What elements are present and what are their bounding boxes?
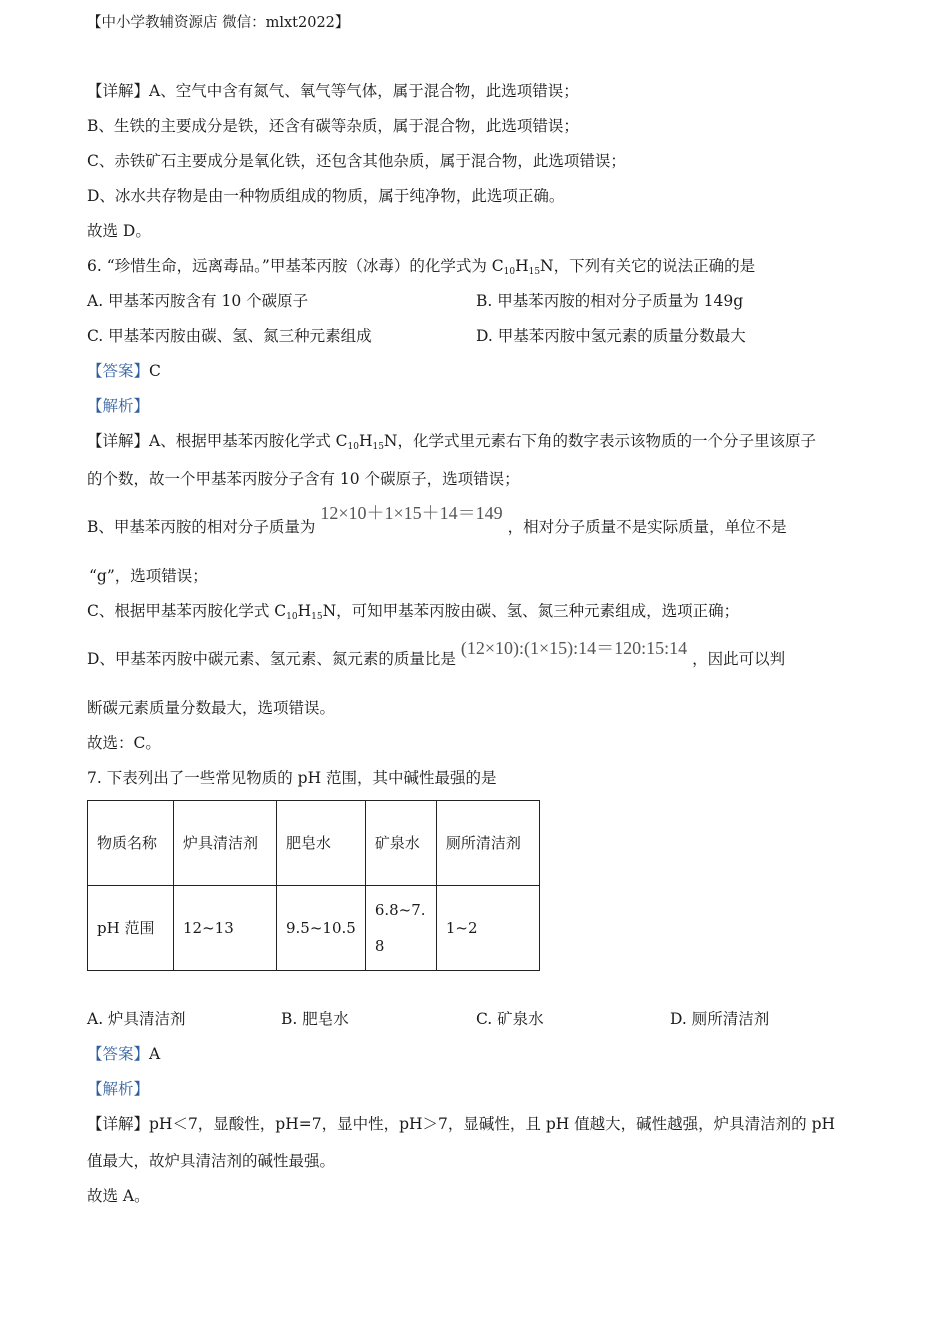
table-header-cell: 矿泉水 xyxy=(365,801,436,886)
q6-detail-b-post: ，相对分子质量不是实际质量，单位不是 xyxy=(507,518,787,536)
q5-detail-c: C、赤铁矿石主要成分是氧化铁，还包含其他杂质，属于混合物，此选项错误； xyxy=(87,152,626,170)
q5-choice: 故选 D。 xyxy=(87,222,151,240)
table-cell: 12~13 xyxy=(174,886,277,971)
q6-sub-10: 10 xyxy=(503,267,516,277)
q6-detail-d-line1 xyxy=(87,638,786,669)
q6-stem-pre: 6. “珍惜生命，远离毒品。”甲基苯丙胺（冰毒）的化学式为 C xyxy=(87,257,504,275)
q6-detail-d-pre: D、甲基苯丙胺中碳元素、氢元素、氮元素的质量比是 xyxy=(87,650,456,668)
q7-option-a: A. 炉具清洁剂 xyxy=(87,1010,186,1028)
q6-detail-d-line2: 断碳元素质量分数最大，选项错误。 xyxy=(87,699,336,717)
q7-option-c: C. 矿泉水 xyxy=(476,1010,544,1028)
answer-tag: 【答案】 xyxy=(87,1045,150,1063)
q6-detail-b-line2: “g”，选项错误； xyxy=(89,567,208,585)
q5-detail-b: B、生铁的主要成分是铁，还含有碳等杂质，属于混合物，此选项错误； xyxy=(87,117,579,135)
q6-option-a: A. 甲基苯丙胺含有 10 个碳原子 xyxy=(87,292,309,310)
q6-stem xyxy=(87,256,755,276)
q6-detail-a-line1 xyxy=(87,431,816,451)
table-header-cell: 厕所清洁剂 xyxy=(436,801,539,886)
answer-tag: 【答案】 xyxy=(87,362,150,380)
answer-value: A xyxy=(149,1045,161,1063)
q6-detail-b-pre: B、甲基苯丙胺的相对分子质量为 xyxy=(87,518,316,536)
q7-option-b: B. 肥皂水 xyxy=(281,1010,349,1028)
table-header-cell: 炉具清洁剂 xyxy=(174,801,277,886)
q6-h: H xyxy=(515,257,529,275)
q6-detail-c-pre: C、根据甲基苯丙胺化学式 C xyxy=(87,602,287,620)
q6-detail-c-h: H xyxy=(297,602,312,620)
q7-option-d: D. 厕所清洁剂 xyxy=(670,1010,770,1028)
q6-detail-a-sub-15: 15 xyxy=(372,442,384,452)
q6-detail-b-line1 xyxy=(87,503,787,537)
formula-mass-ratio: (12×10):(1×15):14＝120:15:14 xyxy=(460,638,688,658)
q6-detail-a-h: H xyxy=(358,432,373,450)
table-row xyxy=(88,801,540,886)
q6-sub-15: 15 xyxy=(528,267,541,277)
q6-detail-a-sub-10: 10 xyxy=(347,442,359,452)
q6-detail-d-post: ，因此可以判 xyxy=(692,650,786,668)
q6-detail-a-post: N，化学式里元素右下角的数字表示该物质的一个分子里该原子 xyxy=(383,432,816,450)
q7-answer xyxy=(87,1044,160,1064)
q7-detail-line1: 【详解】pH＜7，显酸性，pH=7，显中性，pH＞7，显碱性，且 pH 值越大，碱性越强，炉具清洁剂的 pH xyxy=(87,1115,836,1133)
ph-table xyxy=(87,800,540,971)
table-cell: 6.8~7.8 xyxy=(365,886,436,971)
q6-detail-c-sub-15: 15 xyxy=(311,612,323,622)
answer-value: C xyxy=(149,362,161,380)
formula-molecular-mass: 12×10＋1×15＋14＝149 xyxy=(320,503,503,523)
table-row xyxy=(88,886,540,971)
q7-analysis-tag: 【解析】 xyxy=(87,1080,150,1098)
q7-choice: 故选 A。 xyxy=(87,1187,150,1205)
q6-stem-post: N，下列有关它的说法正确的是 xyxy=(540,257,756,275)
table-header-cell: 肥皂水 xyxy=(277,801,366,886)
q7-detail-line2: 值最大，故炉具清洁剂的碱性最强。 xyxy=(87,1152,336,1170)
q6-option-c: C. 甲基苯丙胺由碳、氢、氮三种元素组成 xyxy=(87,327,372,345)
table-header-cell: 物质名称 xyxy=(88,801,174,886)
q6-option-b: B. 甲基苯丙胺的相对分子质量为 149g xyxy=(476,292,744,310)
q6-detail-c xyxy=(87,601,739,621)
q6-detail-c-post: N，可知甲基苯丙胺由碳、氢、氮三种元素组成，选项正确； xyxy=(322,602,740,620)
q6-answer xyxy=(87,361,161,381)
q6-detail-c-sub-10: 10 xyxy=(286,612,298,622)
q6-option-d: D. 甲基苯丙胺中氢元素的质量分数最大 xyxy=(476,327,746,345)
page-header: 【中小学教辅资源店 微信：mlxt2022】 xyxy=(87,15,350,31)
q6-choice: 故选：C。 xyxy=(87,734,161,752)
q5-detail-d: D、冰水共存物是由一种物质组成的物质，属于纯净物，此选项正确。 xyxy=(87,187,565,205)
table-cell: pH 范围 xyxy=(88,886,174,971)
q6-detail-a-line2: 的个数，故一个甲基苯丙胺分子含有 10 个碳原子，选项错误； xyxy=(87,470,520,488)
q7-stem: 7. 下表列出了一些常见物质的 pH 范围，其中碱性最强的是 xyxy=(87,769,497,787)
q6-detail-a-pre: 【详解】A、根据甲基苯丙胺化学式 C xyxy=(87,432,348,450)
q5-detail-a: 【详解】A、空气中含有氮气、氧气等气体，属于混合物，此选项错误； xyxy=(87,82,579,100)
table-cell: 1~2 xyxy=(436,886,539,971)
q6-analysis-tag: 【解析】 xyxy=(87,397,150,415)
table-cell: 9.5~10.5 xyxy=(277,886,366,971)
